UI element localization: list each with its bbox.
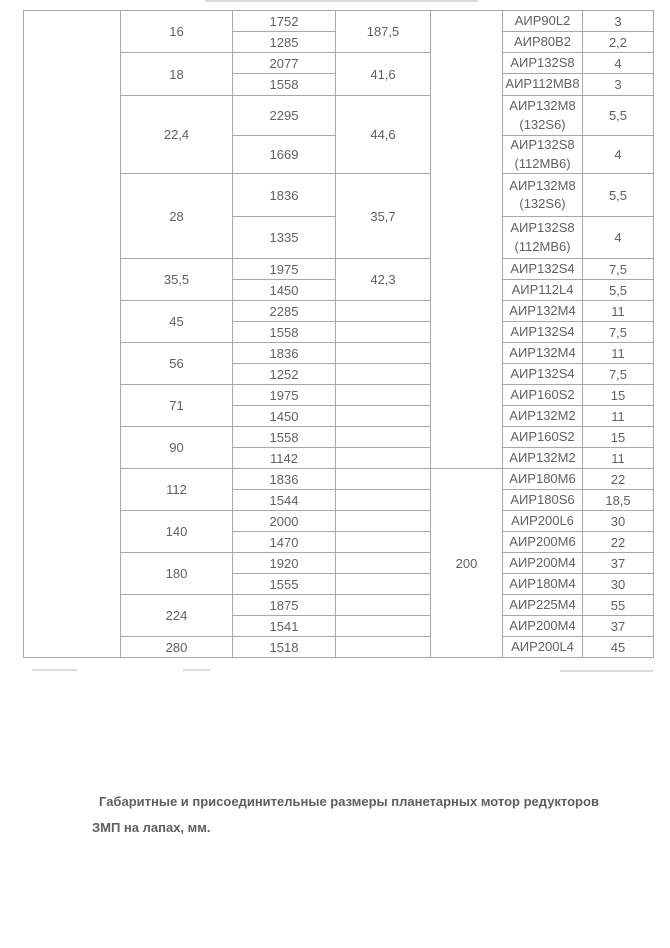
empty-left-column-cell (24, 11, 121, 658)
cell-torque: 1975 (233, 385, 336, 406)
cell-motor: АИР200L6 (503, 511, 583, 532)
cell-motor: АИР132М8(132S6) (503, 96, 583, 136)
cell-ratio: 112 (121, 469, 233, 511)
cell-torque: 1544 (233, 490, 336, 511)
cell-motor: АИР200М6 (503, 532, 583, 553)
cell-power: 45 (583, 637, 654, 658)
cell-ratio: 280 (121, 637, 233, 658)
cell-power: 5,5 (583, 280, 654, 301)
cell-motor: АИР200М4 (503, 616, 583, 637)
cell-motor: АИР180S6 (503, 490, 583, 511)
cell-power: 11 (583, 343, 654, 364)
cell-power: 55 (583, 595, 654, 616)
cell-ratio: 18 (121, 53, 233, 96)
cell-motor: АИР132S8 (503, 53, 583, 74)
cell-motor: АИР132S4 (503, 322, 583, 343)
cell-ratio: 180 (121, 553, 233, 595)
empty-speed-cell (336, 616, 431, 637)
caption-line-2: ЗМП на лапах, мм. (92, 820, 211, 835)
cell-power: 15 (583, 385, 654, 406)
cell-torque: 1836 (233, 469, 336, 490)
motor-reducer-spec-table (23, 10, 654, 658)
cell-power: 7,5 (583, 259, 654, 280)
table-row (24, 11, 654, 32)
cell-ratio: 224 (121, 595, 233, 637)
empty-speed-cell (336, 511, 431, 532)
cell-motor: АИР132S8(112МВ6) (503, 136, 583, 174)
cell-ratio: 90 (121, 427, 233, 469)
cell-motor: АИР80В2 (503, 32, 583, 53)
cell-motor: АИР200L4 (503, 637, 583, 658)
cell-torque: 1555 (233, 574, 336, 595)
cell-power: 4 (583, 53, 654, 74)
cell-motor: АИР112L4 (503, 280, 583, 301)
cell-power: 11 (583, 406, 654, 427)
cell-speed: 41,6 (336, 53, 431, 96)
cell-speed: 42,3 (336, 259, 431, 301)
empty-speed-cell (336, 553, 431, 574)
cell-motor: АИР132М4 (503, 301, 583, 322)
cell-torque: 2077 (233, 53, 336, 74)
table-caption (92, 789, 622, 841)
cell-ratio: 140 (121, 511, 233, 553)
cropped-edge-artifact-bottom-3 (560, 670, 653, 672)
empty-speed-cell (336, 490, 431, 511)
cell-power: 7,5 (583, 322, 654, 343)
empty-speed-cell (336, 574, 431, 595)
cell-motor: АИР90L2 (503, 11, 583, 32)
cell-power: 37 (583, 553, 654, 574)
empty-speed-cell (336, 448, 431, 469)
cell-power: 11 (583, 301, 654, 322)
cell-power: 37 (583, 616, 654, 637)
cell-ratio: 71 (121, 385, 233, 427)
cell-ratio: 56 (121, 343, 233, 385)
cell-torque: 1541 (233, 616, 336, 637)
cell-power: 22 (583, 469, 654, 490)
cell-torque: 1285 (233, 32, 336, 53)
cell-motor: АИР160S2 (503, 385, 583, 406)
cell-torque: 1836 (233, 174, 336, 217)
cell-speed: 44,6 (336, 96, 431, 174)
cell-power: 3 (583, 11, 654, 32)
empty-speed-cell (336, 469, 431, 490)
cell-ratio: 45 (121, 301, 233, 343)
cell-power: 5,5 (583, 174, 654, 217)
cell-motor: АИР225М4 (503, 595, 583, 616)
cell-power: 2,2 (583, 32, 654, 53)
empty-speed-cell (336, 406, 431, 427)
cropped-edge-artifact-bottom-2 (183, 669, 210, 671)
cell-ratio: 16 (121, 11, 233, 53)
cell-motor: АИР180М6 (503, 469, 583, 490)
cell-power: 18,5 (583, 490, 654, 511)
cell-torque: 1875 (233, 595, 336, 616)
cell-power: 15 (583, 427, 654, 448)
cell-speed: 187,5 (336, 11, 431, 53)
cell-motor: АИР132М8(132S6) (503, 174, 583, 217)
cell-torque: 1920 (233, 553, 336, 574)
cell-torque: 1558 (233, 322, 336, 343)
cell-motor: АИР132S4 (503, 364, 583, 385)
cell-torque: 1558 (233, 74, 336, 96)
cell-torque: 1558 (233, 427, 336, 448)
cell-ratio: 28 (121, 174, 233, 259)
cell-torque: 1669 (233, 136, 336, 174)
cell-motor: АИР132М2 (503, 448, 583, 469)
cell-torque: 2000 (233, 511, 336, 532)
empty-speed-cell (336, 637, 431, 658)
cell-power: 4 (583, 217, 654, 259)
empty-frame-cell (431, 11, 503, 469)
cell-torque: 1450 (233, 280, 336, 301)
empty-speed-cell (336, 595, 431, 616)
empty-speed-cell (336, 385, 431, 406)
cell-torque: 1518 (233, 637, 336, 658)
cell-motor: АИР112МВ8 (503, 74, 583, 96)
cropped-edge-artifact-bottom-1 (32, 669, 77, 671)
empty-speed-cell (336, 322, 431, 343)
empty-speed-cell (336, 532, 431, 553)
cell-speed: 35,7 (336, 174, 431, 259)
cell-frame-size: 200 (431, 469, 503, 658)
empty-speed-cell (336, 301, 431, 322)
cell-power: 11 (583, 448, 654, 469)
cell-power: 30 (583, 511, 654, 532)
cell-motor: АИР132М4 (503, 343, 583, 364)
cell-power: 3 (583, 74, 654, 96)
cell-motor: АИР132S4 (503, 259, 583, 280)
cell-power: 22 (583, 532, 654, 553)
cell-torque: 1836 (233, 343, 336, 364)
cell-torque: 1142 (233, 448, 336, 469)
cell-power: 7,5 (583, 364, 654, 385)
cell-power: 5,5 (583, 96, 654, 136)
cell-torque: 2285 (233, 301, 336, 322)
cell-motor: АИР180М4 (503, 574, 583, 595)
cell-torque: 1975 (233, 259, 336, 280)
empty-speed-cell (336, 343, 431, 364)
cell-torque: 1752 (233, 11, 336, 32)
cell-torque: 1470 (233, 532, 336, 553)
cell-ratio: 35,5 (121, 259, 233, 301)
cell-motor: АИР132М2 (503, 406, 583, 427)
cell-ratio: 22,4 (121, 96, 233, 174)
empty-speed-cell (336, 427, 431, 448)
cell-power: 4 (583, 136, 654, 174)
cell-motor: АИР160S2 (503, 427, 583, 448)
cell-torque: 1252 (233, 364, 336, 385)
cropped-row-edge-artifact-top (205, 0, 478, 2)
cell-torque: 2295 (233, 96, 336, 136)
cell-power: 30 (583, 574, 654, 595)
cell-torque: 1450 (233, 406, 336, 427)
empty-speed-cell (336, 364, 431, 385)
cell-torque: 1335 (233, 217, 336, 259)
caption-line-1: Габаритные и присоединительные размеры планетарных мотор редукторов (99, 794, 599, 809)
cell-motor: АИР132S8(112МВ6) (503, 217, 583, 259)
cell-motor: АИР200М4 (503, 553, 583, 574)
